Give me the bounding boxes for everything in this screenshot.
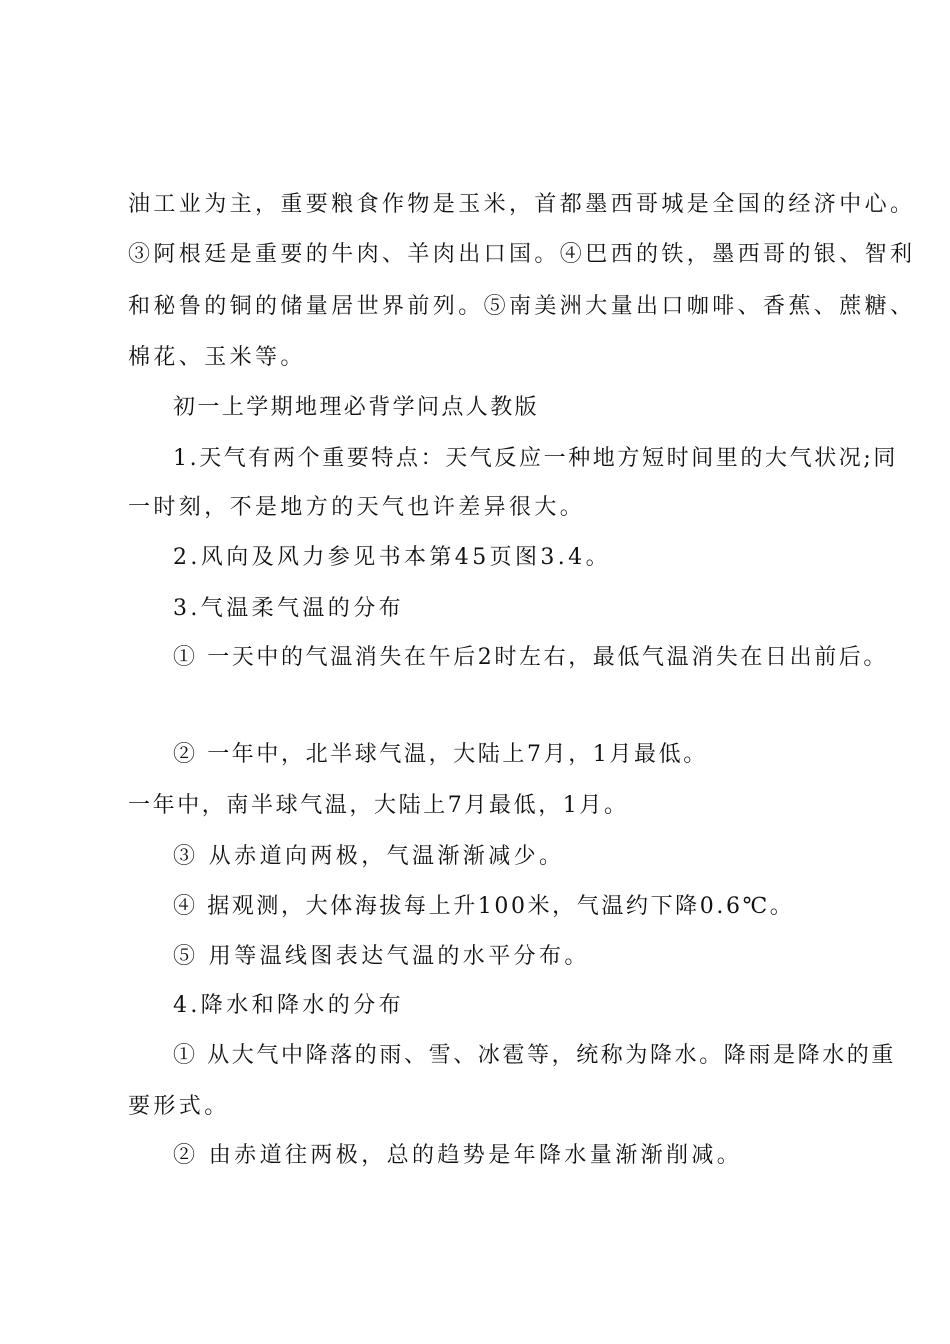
list-item: ③ 从赤道向两极，气温渐渐减少。 (173, 844, 565, 869)
list-item: ② 一年中，北半球气温，大陆上7月，1月最低。 (173, 742, 708, 767)
paragraph-line: 和秘鲁的铜的储量居世界前列。⑤南美洲大量出口咖啡、香蕉、蔗糖、 (128, 294, 916, 319)
paragraph-line: 油工业为主，重要粮食作物是玉米，首都墨西哥城是全国的经济中心。 (128, 192, 916, 217)
list-item: ④ 据观测，大体海拔每上升100米，气温约下降0.6℃。 (173, 894, 795, 919)
paragraph-line: 棉花、玉米等。 (128, 345, 306, 370)
list-item: ① 从大气中降落的雨、雪、冰雹等，统称为降水。降雨是降水的重 (173, 1043, 896, 1068)
paragraph-line: 2.风向及风力参见书本第45页图3.4。 (173, 545, 611, 570)
paragraph-line: 1.天气有两个重要特点：天气反应一种地方短时间里的大气状况;同 (173, 446, 899, 471)
paragraph-line: 一年中，南半球气温，大陆上7月最低，1月。 (128, 793, 629, 818)
subsection-heading: 3.气温柔气温的分布 (173, 596, 404, 621)
list-item: ② 由赤道往两极，总的趋势是年降水量渐渐削减。 (173, 1143, 743, 1168)
paragraph-line: ③阿根廷是重要的牛肉、羊肉出口国。④巴西的铁，墨西哥的银、智利 (128, 242, 916, 267)
paragraph-line: 一时刻，不是地方的天气也许差异很大。 (128, 495, 586, 520)
list-item: ① 一天中的气温消失在午后2时左右，最低气温消失在日出前后。 (173, 645, 888, 670)
section-heading: 初一上学期地理必背学问点人教版 (173, 395, 540, 420)
paragraph-line: 要形式。 (128, 1094, 230, 1119)
list-item: ⑤ 用等温线图表达气温的水平分布。 (173, 944, 590, 969)
subsection-heading: 4.降水和降水的分布 (173, 993, 404, 1018)
